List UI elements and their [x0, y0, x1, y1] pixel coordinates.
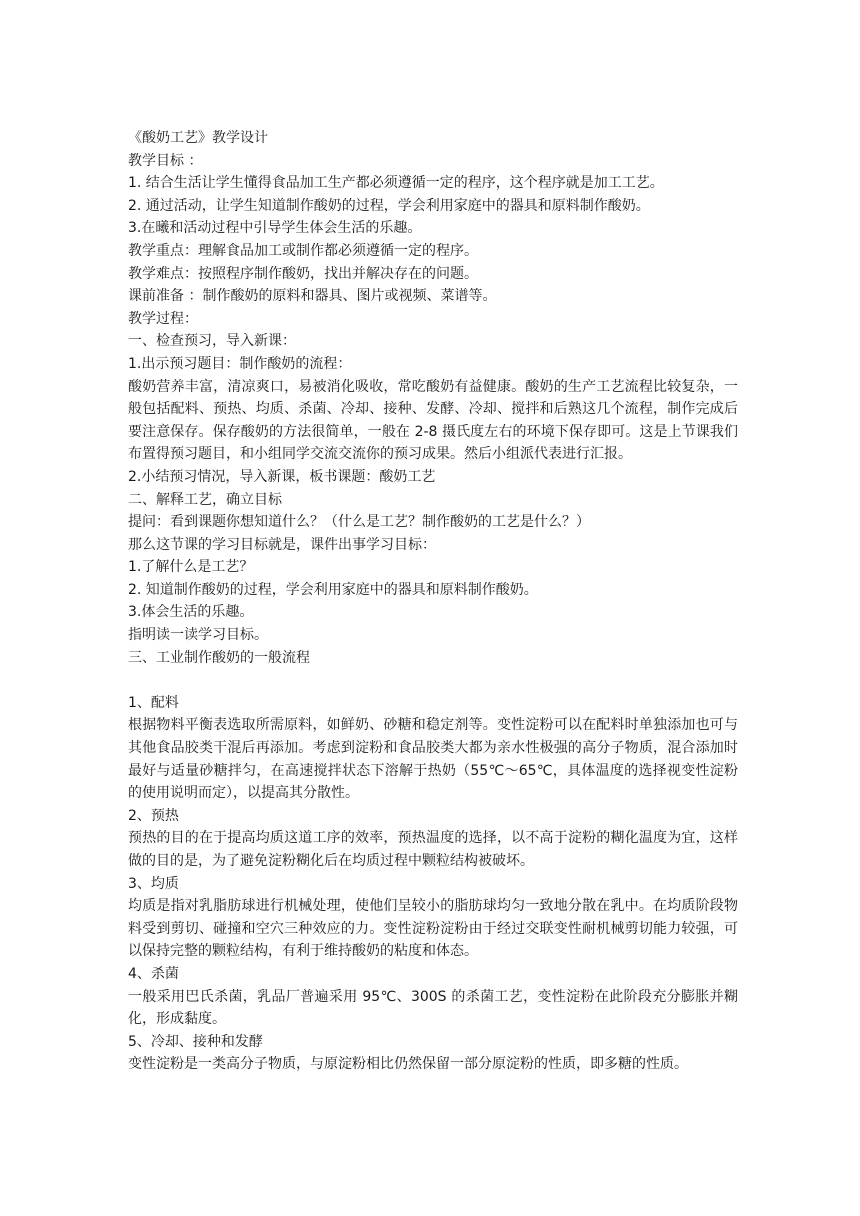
list-item-preview-task: 1.出示预习题目：制作酸奶的流程：	[128, 355, 352, 372]
section-heading-1: 一、检查预习，导入新课：	[128, 333, 296, 350]
objective-3: 3.在曦和活动过程中引导学生体会生活的乐趣。	[128, 220, 422, 237]
step-2-text: 预热的目的在于提高均质这道工序的效率，预热温度的选择，以不高于淀粉的糊化温度为宜，这样做的目的是，为了避免淀粉糊化后在均质过程中颗粒结构被破坏。	[128, 830, 738, 869]
step-4-title: 4、杀菌	[128, 965, 179, 982]
key-point: 教学重点：理解食品加工或制作都必须遵循一定的程序。	[128, 242, 478, 259]
process-heading: 教学过程：	[128, 310, 198, 327]
goal-2: 2. 知道制作酸奶的过程，学会利用家庭中的器具和原料制作酸奶。	[128, 581, 538, 598]
question-line: 提问：看到课题你想知道什么？（什么是工艺？制作酸奶的工艺是什么？）	[128, 514, 590, 531]
document-title: 《酸奶工艺》教学设计	[128, 130, 268, 146]
section-heading-3: 三、工业制作酸奶的一般流程	[128, 649, 310, 666]
step-5-title: 5、冷却、接种和发酵	[128, 1033, 263, 1050]
goal-3: 3.体会生活的乐趣。	[128, 604, 254, 621]
step-2-title: 2、预热	[128, 807, 179, 824]
list-item-summary: 2.小结预习情况，导入新课，板书课题：酸奶工艺	[128, 468, 436, 485]
difficulty: 教学难点：按照程序制作酸奶，找出并解决存在的问题。	[128, 265, 478, 282]
step-3-title: 3、均质	[128, 875, 179, 892]
goals-intro: 那么这节课的学习目标就是，课件出事学习目标：	[128, 536, 436, 553]
step-1-text: 根据物料平衡表选取所需原料，如鲜奶、砂糖和稳定剂等。变性淀粉可以在配料时单独添加也可与其他食品胶类干混后再添加。考虑到淀粉和食品胶类大都为亲水性极强的高分子物质，混合添加时最好与适量砂糖拌匀，在高速搅拌状态下溶解于热奶（55℃～65℃，具体温度的选择视变性淀粉的使用说明而定），以提高其分散性。	[128, 717, 738, 802]
step-5-text: 变性淀粉是一类高分子物质，与原淀粉相比仍然保留一部分原淀粉的性质，即多糖的性质。	[128, 1056, 688, 1073]
objective-2: 2. 通过活动，让学生知道制作酸奶的过程，学会利用家庭中的器具和原料制作酸奶。	[128, 197, 650, 214]
objective-1: 1. 结合生活让学生懂得食品加工生产都必须遵循一定的程序，这个程序就是加工工艺。	[128, 175, 664, 192]
step-4-text: 一般采用巴氏杀菌，乳品厂普遍采用 95℃、300S 的杀菌工艺，变性淀粉在此阶段充分膨胀并糊化，形成黏度。	[128, 988, 738, 1028]
objectives-heading: 教学目标 ：	[128, 152, 203, 169]
paragraph-yogurt-intro: 酸奶营养丰富，清凉爽口，易被消化吸收，常吃酸奶有益健康。酸奶的生产工艺流程比较复杂，一般包括配料、预热、均质、杀菌、冷却、接种、发酵、冷却、搅拌和后熟这几个流程，制作完成后要注意保存。保存酸奶的方法很简单，一般在 2-8 摄氏度左右的环境下保存即可。这是上节课我们布置得预习题目，和小组同学交流交流你的预习成果。然后小组派代表进行汇报。	[128, 378, 738, 463]
step-3-text: 均质是指对乳脂肪球进行机械处理，使他们呈较小的脂肪球均匀一致地分散在乳中。在均质阶段物料受到剪切、碰撞和空穴三种效应的力。变性淀粉淀粉由于经过交联变性耐机械剪切能力较强，可以保持完整的颗粒结构，有利于维持酸奶的粘度和体态。	[128, 898, 738, 960]
preparation: 课前准备 ：制作酸奶的原料和器具、图片或视频、菜谱等。	[128, 288, 497, 305]
step-1-title: 1、配料	[128, 694, 179, 711]
section-heading-2: 二、解释工艺，确立目标	[128, 491, 282, 508]
blank-line	[128, 669, 738, 692]
read-goals: 指明读一读学习目标。	[128, 627, 268, 644]
document-body	[128, 127, 738, 1076]
goal-1: 1.了解什么是工艺？	[128, 559, 254, 576]
